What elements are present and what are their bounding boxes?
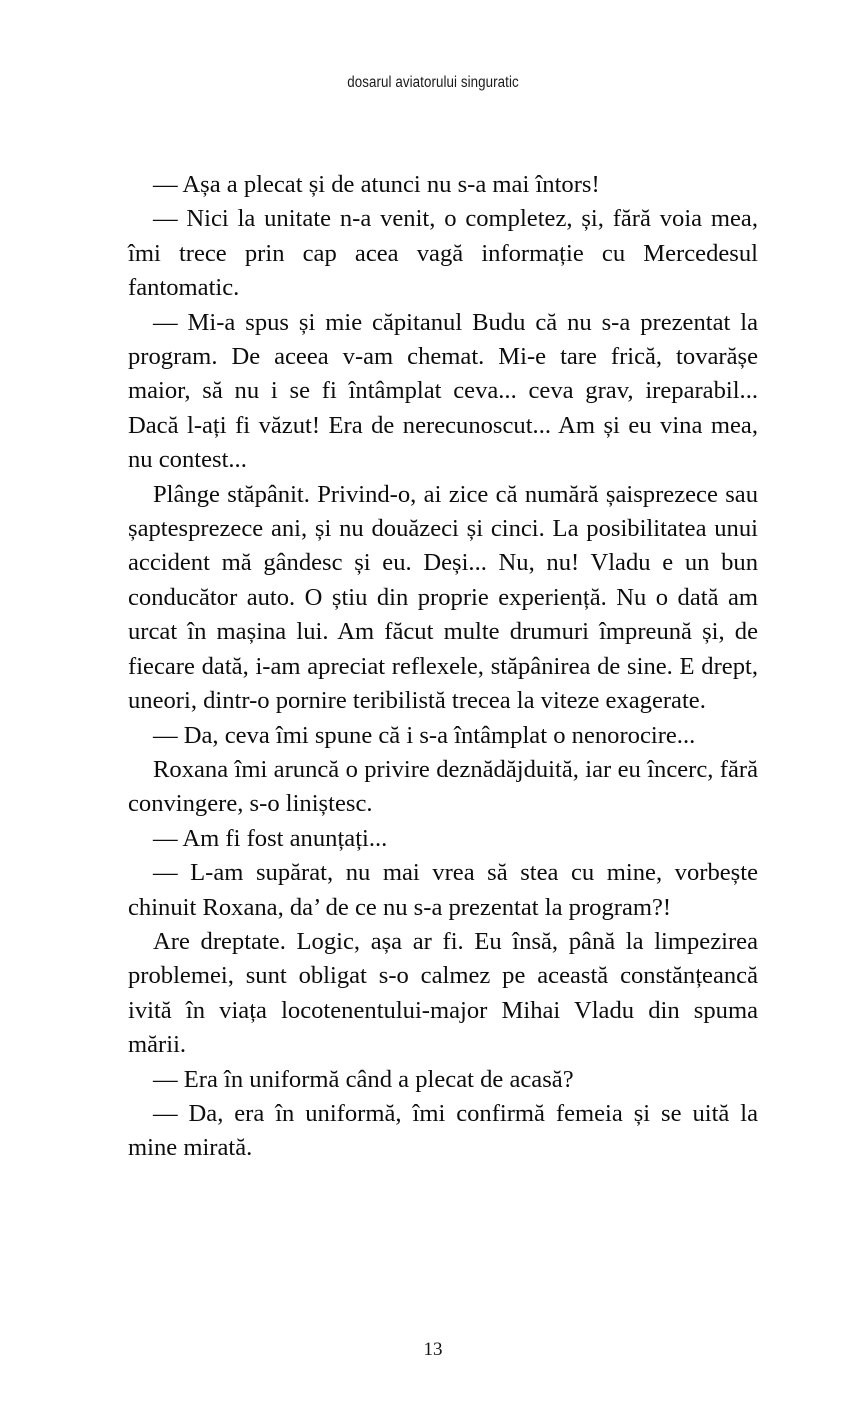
paragraph: — Așa a plecat și de atunci nu s-a mai întors! xyxy=(153,171,600,198)
paragraph: — Era în uniformă când a plecat de acasă? xyxy=(153,1065,574,1093)
paragraph: — L-am supărat, nu mai vrea să stea cu mine, vorbește chinuit Roxana, da’ de ce nu s-a prezentat la program?! xyxy=(128,859,758,921)
paragraph: — Da, ceva îmi spune că i s-a întâmplat o nenorocire... xyxy=(153,721,696,749)
running-head: dosarul aviatorului singuratic xyxy=(347,74,519,91)
paragraph: Roxana îmi aruncă o privire deznădăjduită, iar eu încerc, fără convingere, s-o liniștesc. xyxy=(128,755,758,818)
paragraph: Are dreptate. Logic, așa ar fi. Eu însă, până la limpezirea problemei, sunt obligat s-o calmez pe această constănțeancă ivită în viața locotenentului-major Mihai Vladu din spuma mării. xyxy=(128,927,758,1059)
body-text-column xyxy=(128,168,758,1166)
paragraph: — Am fi fost anunțați... xyxy=(153,824,388,852)
paragraph: — Mi-a spus și mie căpitanul Budu că nu s-a prezentat la program. De aceea v-am chemat. Mi-e tare frică, tovarășe maior, să nu i se fi întâmplat ceva... ceva grav, ireparabil... Dacă l-ați fi văzut! Era de nerecunoscut... Am și eu vina mea, nu contest... xyxy=(128,308,758,474)
page-number: 13 xyxy=(423,1339,443,1360)
paragraph: — Nici la unitate n-a venit, o completez, și, fără voia mea, îmi trece prin cap acea vagă informație cu Mercedesul fantomatic. xyxy=(128,205,758,302)
paragraph: Plânge stăpânit. Privind-o, ai zice că numără șaisprezece sau șaptesprezece ani, și nu douăzeci și cinci. La posibilitatea unui accident mă gândesc și eu. Deși... Nu, nu! Vladu e un bun conducător auto. O știu din proprie experiență. Nu o dată am urcat în mașina lui. Am făcut multe drumuri împreună și, de fiecare dată, i-am apreciat reflexele, stăpânirea de sine. E drept, uneori, dintr-o pornire teribilistă trecea la viteze exagerate. xyxy=(128,480,758,715)
paragraph: — Da, era în uniformă, îmi confirmă femeia și se uită la mine mirată. xyxy=(128,1099,758,1162)
